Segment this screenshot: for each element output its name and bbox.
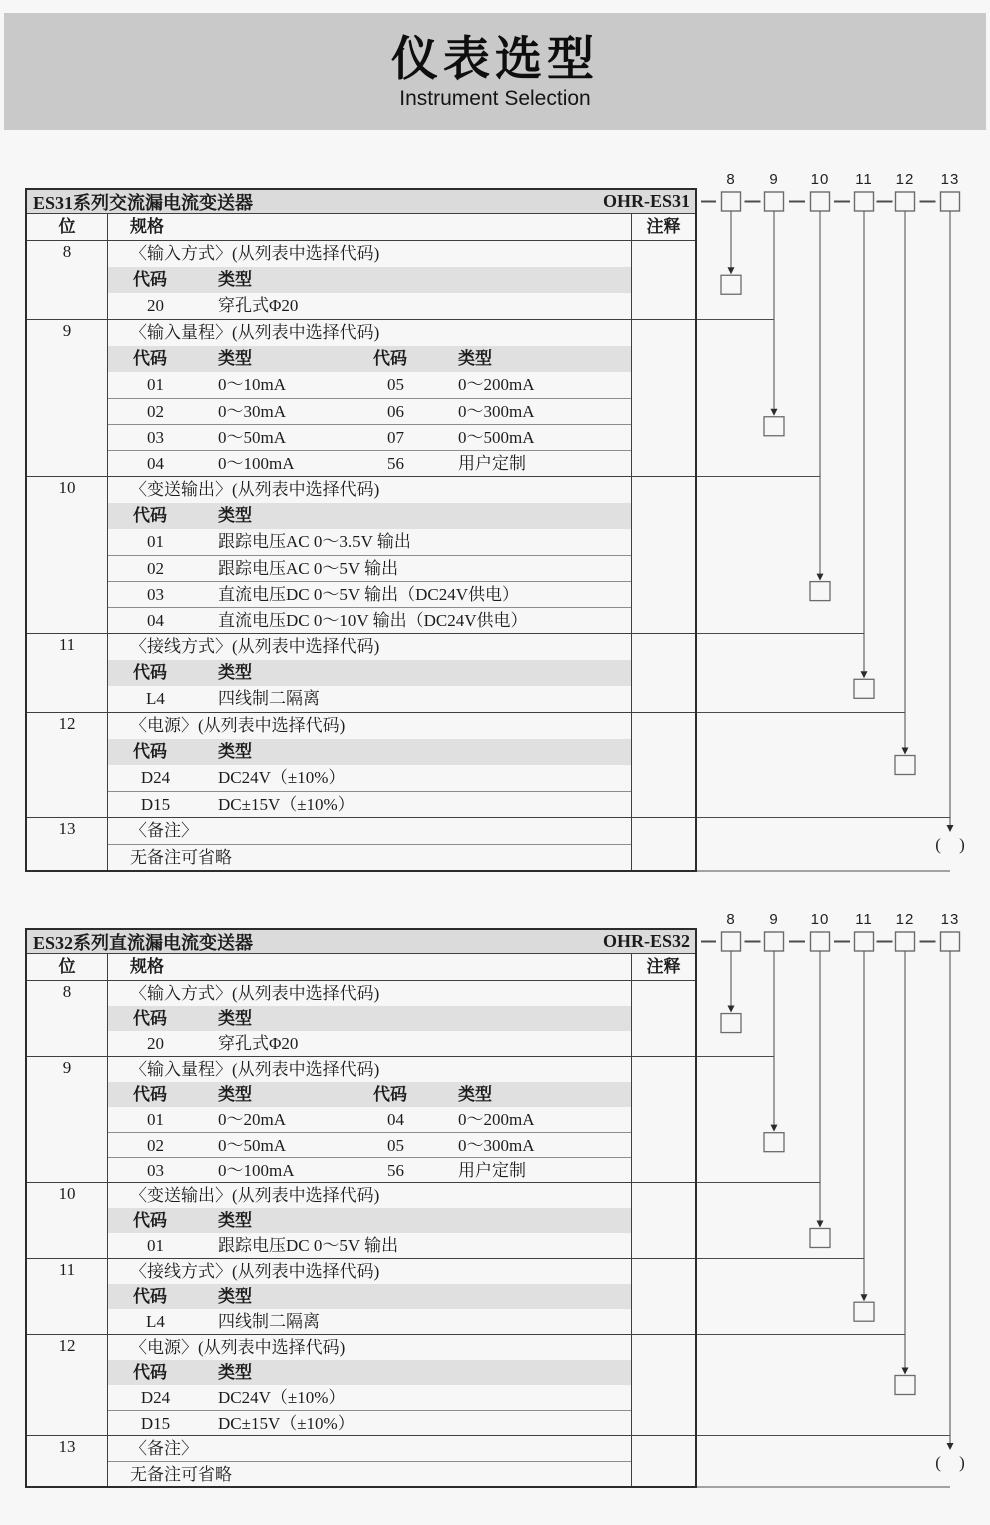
spec-text: 〈备注〉: [130, 1439, 198, 1458]
code-cell: L4: [146, 689, 165, 708]
type-cell: 0～30mA: [218, 402, 286, 421]
position-number: 9: [769, 171, 779, 188]
target-box: [854, 679, 874, 698]
target-box: [854, 1302, 874, 1321]
code-cell: 04: [147, 454, 164, 473]
type-cell: DC±15V（±10%）: [218, 1414, 355, 1433]
type-cell: DC±15V（±10%）: [218, 795, 355, 814]
code-column-label: 代码: [133, 742, 167, 761]
note-cell: [631, 477, 695, 633]
code-cell: 04: [387, 1110, 404, 1129]
table-header-row: [27, 214, 695, 240]
code-column-label: 代码: [133, 1287, 167, 1306]
spec-text: 〈电源〉(从列表中选择代码): [130, 716, 346, 735]
value-row: 无备注可省略: [108, 844, 631, 870]
spec-text: 〈电源〉(从列表中选择代码): [130, 1338, 346, 1357]
col-header-note: 注释: [631, 954, 695, 980]
code-column-label: 代码: [133, 349, 167, 368]
code-column-label: 代码: [133, 270, 167, 289]
ordering-table-es32: [25, 928, 697, 1488]
code-cell: 04: [147, 611, 164, 630]
code-header-row: [108, 503, 631, 529]
code-header-row: [108, 267, 631, 293]
value-row: [108, 581, 631, 607]
type-cell: 0～200mA: [458, 375, 535, 394]
code-column-label: 代码: [133, 506, 167, 525]
section-bit10: [27, 1182, 695, 1258]
spec-text: 〈变送输出〉(从列表中选择代码): [130, 1186, 380, 1205]
remark-parentheses: ( ): [935, 835, 965, 854]
bit-number: 12: [58, 714, 76, 733]
page-title: 仪表选型: [391, 32, 599, 85]
target-box: [721, 275, 741, 294]
code-header-row: [108, 1006, 631, 1031]
type-cell: 0～50mA: [218, 428, 286, 447]
code-box: [896, 192, 915, 211]
table-title-row: [27, 190, 695, 214]
type-cell: 用户定制: [458, 1161, 526, 1180]
code-column-label: 代码: [133, 1211, 167, 1230]
arrow-down-icon: [861, 1294, 868, 1301]
arrow-down-icon: [771, 1125, 778, 1132]
position-number: 8: [726, 911, 736, 928]
col-header-spec: 规格: [107, 954, 631, 980]
bit-number: 11: [58, 635, 76, 654]
type-cell: 四线制二隔离: [218, 689, 320, 708]
type-cell: 0～300mA: [458, 1136, 535, 1155]
arrow-down-icon: [817, 574, 824, 581]
arrow-down-icon: [817, 1220, 824, 1227]
bit-number: 8: [62, 242, 72, 261]
value-row: [108, 293, 631, 319]
section-bit11: [27, 1258, 695, 1334]
code-box: [811, 192, 830, 211]
code-cell: 20: [147, 296, 164, 315]
table-title: ES31系列交流漏电流变送器: [33, 192, 254, 213]
type-cell: 0～20mA: [218, 1110, 286, 1129]
col-header-bit: 位: [58, 957, 76, 976]
type-column-label: 类型: [458, 1085, 492, 1104]
section-bit12: [27, 1334, 695, 1435]
code-box: [855, 932, 874, 951]
type-cell: 0～300mA: [458, 402, 535, 421]
spec-text: 〈接线方式〉(从列表中选择代码): [130, 1262, 380, 1281]
code-box: [722, 192, 741, 211]
spec-text: 〈变送输出〉(从列表中选择代码): [130, 480, 380, 499]
arrow-down-icon: [728, 267, 735, 274]
code-cell: D24: [140, 1388, 171, 1407]
type-cell: 0～100mA: [218, 454, 295, 473]
model-code: OHR-ES31: [602, 191, 690, 211]
type-column-label: 类型: [218, 1085, 252, 1104]
type-column-label: 类型: [218, 742, 252, 761]
code-cell: 01: [147, 1110, 164, 1129]
type-cell: 0～200mA: [458, 1110, 535, 1129]
code-box: [765, 932, 784, 951]
type-column-label: 类型: [458, 349, 492, 368]
code-cell: 06: [387, 402, 404, 421]
arrow-down-icon: [902, 1368, 909, 1375]
target-box: [764, 1133, 784, 1152]
code-column-label: 代码: [373, 349, 407, 368]
type-cell: 用户定制: [458, 454, 526, 473]
type-cell: 跟踪电压AC 0～3.5V 输出: [218, 532, 411, 551]
code-column-label: 代码: [133, 1363, 167, 1382]
code-box: [855, 192, 874, 211]
target-box: [895, 1376, 915, 1395]
position-number: 11: [855, 911, 873, 928]
note-cell: [631, 634, 695, 712]
target-box: [721, 1014, 741, 1033]
note-cell: [631, 1335, 695, 1435]
code-header-row: [108, 346, 631, 372]
code-column-label: 代码: [133, 1009, 167, 1028]
target-box: [810, 582, 830, 601]
code-column-label: 代码: [133, 663, 167, 682]
type-column-label: 类型: [218, 1363, 252, 1382]
value-row: [108, 791, 631, 817]
arrow-down-icon: [947, 825, 954, 832]
type-cell: 0～500mA: [458, 428, 535, 447]
code-cell: 56: [387, 1161, 404, 1180]
value-row: [108, 1132, 631, 1157]
bit-number: 8: [62, 982, 72, 1001]
value-row: [108, 529, 631, 555]
code-cell: D15: [140, 795, 171, 814]
type-cell: DC24V（±10%）: [218, 768, 346, 787]
type-cell: 直流电压DC 0～10V 输出（DC24V供电）: [218, 611, 528, 630]
code-cell: 05: [387, 1136, 404, 1155]
spec-text: 〈接线方式〉(从列表中选择代码): [130, 637, 380, 656]
code-header-row: [108, 739, 631, 765]
note-cell: [631, 818, 695, 870]
code-box: [765, 192, 784, 211]
bit-number: 9: [62, 1058, 72, 1077]
arrow-down-icon: [728, 1006, 735, 1013]
code-column-label: 代码: [133, 1085, 167, 1104]
code-cell: 03: [147, 585, 164, 604]
position-number: 12: [895, 171, 915, 188]
code-cell: D15: [140, 1414, 171, 1433]
bit-number: 12: [58, 1336, 76, 1355]
type-cell: 跟踪电压DC 0～5V 输出: [218, 1236, 399, 1255]
type-cell: 0～50mA: [218, 1136, 286, 1155]
code-cell: D24: [140, 768, 171, 787]
code-column-label: 代码: [373, 1085, 407, 1104]
type-cell: 0～100mA: [218, 1161, 295, 1180]
table-title-row: [27, 930, 695, 954]
note-cell: [631, 1259, 695, 1334]
code-cell: 02: [147, 402, 164, 421]
position-number: 12: [895, 911, 915, 928]
section-bit9: [27, 319, 695, 476]
col-header-spec: 规格: [107, 214, 631, 240]
code-header-row: [108, 1284, 631, 1309]
section-bit8: [27, 240, 695, 319]
spec-text: 〈备注〉: [130, 821, 198, 840]
note-cell: [631, 713, 695, 817]
code-cell: 02: [147, 559, 164, 578]
code-box: [722, 932, 741, 951]
position-number: 8: [726, 171, 736, 188]
page-subtitle: Instrument Selection: [399, 87, 591, 110]
value-row: [108, 424, 631, 450]
code-header-row: [108, 1360, 631, 1385]
value-row: [108, 1385, 631, 1410]
col-header-note: 注释: [631, 214, 695, 240]
position-number: 13: [940, 171, 960, 188]
code-cell: 07: [387, 428, 404, 447]
position-number: 10: [810, 171, 830, 188]
note-cell: [631, 1057, 695, 1182]
value-row: [108, 607, 631, 633]
value-row: [108, 765, 631, 791]
arrow-down-icon: [902, 748, 909, 755]
table-header-row: [27, 954, 695, 980]
code-box: [941, 192, 960, 211]
value-row: [108, 1107, 631, 1132]
note-cell: [631, 241, 695, 319]
value-row: [108, 1233, 631, 1258]
code-cell: L4: [146, 1312, 165, 1331]
position-number: 10: [810, 911, 830, 928]
note-cell: [631, 1436, 695, 1486]
code-box: [941, 932, 960, 951]
section-bit12: [27, 712, 695, 817]
type-cell: 0～10mA: [218, 375, 286, 394]
value-row: [108, 555, 631, 581]
code-header-row: [108, 1082, 631, 1107]
type-cell: 穿孔式Φ20: [218, 1034, 299, 1053]
type-column-label: 类型: [218, 663, 252, 682]
spec-text: 〈输入量程〉(从列表中选择代码): [130, 1060, 380, 1079]
remark-parentheses: ( ): [935, 1453, 965, 1472]
arrow-down-icon: [947, 1443, 954, 1450]
section-bit13: [27, 1435, 695, 1486]
code-cell: 20: [147, 1034, 164, 1053]
bit-number: 9: [62, 321, 72, 340]
type-cell: 跟踪电压AC 0～5V 输出: [218, 559, 399, 578]
note-cell: [631, 1183, 695, 1258]
type-cell: 四线制二隔离: [218, 1312, 320, 1331]
value-row: [108, 1157, 631, 1182]
type-column-label: 类型: [218, 1211, 252, 1230]
value-row: [108, 1309, 631, 1334]
code-cell: 56: [387, 454, 404, 473]
position-number: 11: [855, 171, 873, 188]
spec-text: 〈输入方式〉(从列表中选择代码): [130, 244, 380, 263]
bit-number: 10: [58, 1184, 76, 1203]
section-bit8: [27, 980, 695, 1056]
arrow-down-icon: [861, 671, 868, 678]
code-box: [896, 932, 915, 951]
code-header-row: [108, 660, 631, 686]
value-row: [108, 372, 631, 398]
bit-number: 13: [58, 1437, 76, 1456]
code-cell: 01: [147, 532, 164, 551]
type-column-label: 类型: [218, 349, 252, 368]
code-cell: 01: [147, 1236, 164, 1255]
code-cell: 03: [147, 1161, 164, 1180]
value-row: [108, 398, 631, 424]
code-header-row: [108, 1208, 631, 1233]
code-box: [811, 932, 830, 951]
position-number: 9: [769, 911, 779, 928]
code-cell: 02: [147, 1136, 164, 1155]
type-column-label: 类型: [218, 270, 252, 289]
note-cell: [631, 320, 695, 476]
type-column-label: 类型: [218, 1287, 252, 1306]
type-column-label: 类型: [218, 1009, 252, 1028]
table-title: ES32系列直流漏电流变送器: [33, 932, 254, 953]
type-cell: 穿孔式Φ20: [218, 296, 299, 315]
note-cell: [631, 981, 695, 1056]
arrow-down-icon: [771, 409, 778, 416]
type-cell: 直流电压DC 0～5V 输出（DC24V供电）: [218, 585, 519, 604]
value-row: [108, 686, 631, 712]
spec-text: 〈输入方式〉(从列表中选择代码): [130, 984, 380, 1003]
target-box: [895, 756, 915, 775]
target-box: [764, 417, 784, 436]
ordering-table-es31: [25, 188, 697, 872]
code-cell: 01: [147, 375, 164, 394]
section-bit10: [27, 476, 695, 633]
target-box: [810, 1228, 830, 1247]
value-row: [108, 1410, 631, 1435]
type-column-label: 类型: [218, 506, 252, 525]
bit-number: 13: [58, 819, 76, 838]
col-header-bit: 位: [58, 217, 76, 236]
position-number: 13: [940, 911, 960, 928]
section-bit9: [27, 1056, 695, 1182]
bit-number: 10: [58, 478, 76, 497]
value-row: 无备注可省略: [108, 1461, 631, 1486]
value-row: [108, 1031, 631, 1056]
code-cell: 05: [387, 375, 404, 394]
value-row: [108, 450, 631, 476]
model-code: OHR-ES32: [602, 931, 690, 951]
code-cell: 03: [147, 428, 164, 447]
bit-number: 11: [58, 1260, 76, 1279]
section-bit13: [27, 817, 695, 870]
section-bit11: [27, 633, 695, 712]
spec-text: 〈输入量程〉(从列表中选择代码): [130, 323, 380, 342]
type-cell: DC24V（±10%）: [218, 1388, 346, 1407]
header-banner: [4, 13, 986, 130]
